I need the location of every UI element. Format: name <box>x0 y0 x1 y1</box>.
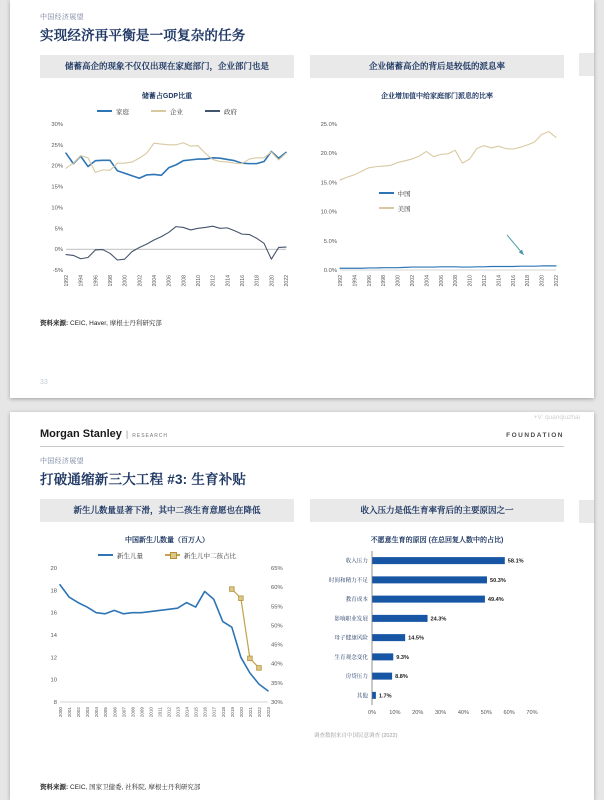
fertility-reasons-chart-panel <box>310 536 564 739</box>
page-edge-panel-sliver <box>579 500 594 523</box>
legend-swatch <box>379 192 394 194</box>
svg-text:35%: 35% <box>271 680 283 687</box>
svg-text:20: 20 <box>50 566 57 572</box>
slide2-source <box>40 782 200 791</box>
svg-text:2000: 2000 <box>395 275 402 287</box>
dividend-ratio-chart-title: 企业增加值中给家庭部门派息的比率 <box>381 93 493 100</box>
svg-text:1996: 1996 <box>366 275 373 287</box>
svg-text:70%: 70% <box>526 710 538 716</box>
svg-text:2013: 2013 <box>175 707 181 718</box>
svg-text:2000: 2000 <box>122 275 129 287</box>
source-text: CEIC, Haver, 摩根士丹利研究部 <box>68 320 162 327</box>
morgan-stanley-logo <box>40 428 168 440</box>
svg-text:2022: 2022 <box>554 275 560 287</box>
svg-text:1994: 1994 <box>352 275 359 287</box>
savings-gdp-chart-panel <box>40 92 294 299</box>
svg-text:2022: 2022 <box>284 275 290 287</box>
slide1-source <box>40 318 162 327</box>
svg-text:8.8%: 8.8% <box>395 674 408 681</box>
svg-text:2008: 2008 <box>453 275 460 287</box>
dividend-ratio-line-chart <box>310 118 564 299</box>
svg-text:2012: 2012 <box>210 275 217 287</box>
svg-text:时间和精力不足: 时间和精力不足 <box>328 577 368 584</box>
source-text: CEIC, 国家卫健委, 社科院, 摩根士丹利研究部 <box>68 784 201 791</box>
svg-text:58.1%: 58.1% <box>507 558 524 565</box>
svg-text:2000: 2000 <box>58 707 63 718</box>
svg-text:20%: 20% <box>412 710 424 716</box>
svg-text:2007: 2007 <box>121 707 127 718</box>
svg-text:2017: 2017 <box>211 707 217 718</box>
svg-text:5%: 5% <box>54 226 63 233</box>
svg-text:8: 8 <box>53 700 57 706</box>
newborns-chart-legend <box>40 550 294 560</box>
svg-text:65%: 65% <box>271 566 283 572</box>
svg-text:2023: 2023 <box>266 707 271 718</box>
dividend-ratio-chart-legend <box>379 189 411 213</box>
slide1-title: 实现经济再平衡是一项复杂的任务 <box>40 28 246 43</box>
dividend-ratio-chart-panel <box>310 92 564 299</box>
svg-text:2008: 2008 <box>181 275 188 287</box>
svg-text:20%: 20% <box>51 163 63 170</box>
svg-text:2011: 2011 <box>157 707 163 717</box>
svg-text:45%: 45% <box>271 642 283 649</box>
legend-label: 中国 <box>397 190 411 198</box>
svg-text:2019: 2019 <box>229 707 235 718</box>
svg-text:生育观念变化: 生育观念变化 <box>334 654 368 661</box>
svg-text:1.7%: 1.7% <box>378 693 392 700</box>
legend-item <box>379 204 411 213</box>
legend-swatch <box>379 207 394 209</box>
svg-text:收入压力: 收入压力 <box>345 558 368 565</box>
svg-text:2003: 2003 <box>85 707 91 718</box>
svg-text:2014: 2014 <box>496 275 503 287</box>
svg-text:教育成本: 教育成本 <box>345 597 368 604</box>
svg-text:房贷压力: 房贷压力 <box>345 674 368 681</box>
svg-text:2012: 2012 <box>166 707 172 718</box>
legend-item <box>205 107 237 116</box>
legend-swatch <box>98 554 113 556</box>
svg-text:2009: 2009 <box>139 707 145 718</box>
newborns-chart-panel <box>40 536 294 739</box>
svg-text:0%: 0% <box>367 710 377 716</box>
slide-fertility-subsidy <box>10 412 594 800</box>
legend-item <box>97 107 129 116</box>
svg-text:2020: 2020 <box>269 275 276 287</box>
svg-text:2018: 2018 <box>525 275 532 287</box>
brand-name: Morgan Stanley <box>40 428 122 440</box>
svg-text:14.5%: 14.5% <box>408 635 425 642</box>
svg-text:2020: 2020 <box>238 707 244 718</box>
svg-text:2006: 2006 <box>112 707 118 718</box>
newborns-chart-title: 中国新生儿数量（百万人） <box>125 537 209 544</box>
slide2-left-panel-header: 新生儿数量显著下滑，其中二孩生育意愿也在降低 <box>40 499 294 522</box>
legend-swatch <box>151 110 166 112</box>
svg-text:5.0%: 5.0% <box>323 238 337 245</box>
dividend-ratio-legend-spacer <box>310 106 564 116</box>
svg-text:2010: 2010 <box>467 275 474 287</box>
slide2-right-panel-header: 收入压力是低生育率背后的主要原因之一 <box>310 499 564 522</box>
svg-text:1992: 1992 <box>64 275 70 287</box>
slide2-eyebrow: 中国经济展望 <box>40 458 84 465</box>
svg-text:1996: 1996 <box>93 275 100 287</box>
legend-item <box>98 551 143 560</box>
svg-text:-5%: -5% <box>52 268 63 274</box>
svg-text:20.0%: 20.0% <box>320 151 337 158</box>
svg-text:2006: 2006 <box>166 275 173 287</box>
svg-text:15%: 15% <box>51 184 63 191</box>
source-label: 资料来源: <box>40 784 69 791</box>
legend-label: 企业 <box>170 108 183 116</box>
svg-text:25%: 25% <box>51 142 63 149</box>
svg-text:16: 16 <box>50 610 57 617</box>
svg-text:2021: 2021 <box>247 707 253 718</box>
svg-text:40%: 40% <box>271 661 283 668</box>
svg-text:母子健康风险: 母子健康风险 <box>334 635 368 642</box>
legend-label: 美国 <box>397 205 411 213</box>
slide-rebalancing <box>10 0 594 398</box>
fertility-reasons-chart-title: 不愿意生育的原因 (在总回复人数中的占比) <box>370 537 504 544</box>
svg-text:2008: 2008 <box>130 707 136 718</box>
svg-text:2014: 2014 <box>184 707 190 718</box>
svg-text:其他: 其他 <box>356 693 368 700</box>
svg-text:55%: 55% <box>271 604 283 611</box>
legend-label: 新生儿中二孩占比 <box>184 552 236 560</box>
slide1-panel-headers <box>40 55 564 78</box>
legend-item <box>151 107 183 116</box>
svg-text:30%: 30% <box>51 122 63 128</box>
svg-text:60%: 60% <box>271 585 283 592</box>
svg-text:50%: 50% <box>480 710 492 716</box>
slide1-eyebrow: 中国经济展望 <box>40 14 84 21</box>
bar-chart-note: 调查数据来自中国民意调查 (2022) <box>314 733 398 739</box>
savings-gdp-line-chart <box>40 118 294 299</box>
legend-item <box>379 189 411 198</box>
watermark-text: +V: quanqiuzhai <box>533 414 580 421</box>
slide1-right-panel-header: 企业储蓄高企的背后是较低的派息率 <box>310 55 564 78</box>
svg-text:2020: 2020 <box>539 275 546 287</box>
slide2-panel-headers <box>40 499 564 522</box>
svg-text:2018: 2018 <box>220 707 226 718</box>
legend-swatch <box>97 110 112 112</box>
svg-text:9.3%: 9.3% <box>396 654 410 661</box>
svg-text:2016: 2016 <box>510 275 517 287</box>
svg-text:影响职业发展: 影响职业发展 <box>334 616 368 623</box>
svg-text:1998: 1998 <box>381 275 388 287</box>
svg-text:10%: 10% <box>51 205 63 212</box>
svg-text:2002: 2002 <box>76 707 82 718</box>
svg-text:49.4%: 49.4% <box>487 597 504 604</box>
page-edge-panel-sliver <box>579 53 594 76</box>
svg-text:2004: 2004 <box>152 275 158 287</box>
svg-text:1994: 1994 <box>78 275 85 287</box>
source-label: 资料来源: <box>40 320 69 327</box>
svg-text:2012: 2012 <box>482 275 488 287</box>
svg-text:50.3%: 50.3% <box>489 577 506 584</box>
svg-text:2014: 2014 <box>225 275 232 287</box>
svg-text:2002: 2002 <box>137 275 144 287</box>
svg-text:2004: 2004 <box>94 707 100 718</box>
brand-divider: | <box>125 429 129 439</box>
legend-swatch <box>165 554 180 556</box>
svg-text:30%: 30% <box>434 710 447 716</box>
svg-text:10%: 10% <box>389 710 401 716</box>
svg-text:60%: 60% <box>503 710 515 716</box>
fertility-reasons-bar-chart <box>310 547 564 728</box>
svg-text:10: 10 <box>50 677 57 684</box>
legend-swatch <box>205 110 220 112</box>
legend-label: 新生儿量 <box>117 552 143 560</box>
svg-text:2016: 2016 <box>202 707 208 718</box>
savings-gdp-chart-legend <box>40 106 294 116</box>
svg-text:2001: 2001 <box>67 707 73 718</box>
brand-research-label: RESEARCH <box>132 433 169 439</box>
slide2-brand-header <box>40 428 564 447</box>
svg-text:2006: 2006 <box>438 275 445 287</box>
svg-text:0%: 0% <box>54 247 63 254</box>
svg-text:25.0%: 25.0% <box>320 122 337 128</box>
svg-text:2015: 2015 <box>193 707 199 718</box>
foundation-label: FOUNDATION <box>506 432 564 439</box>
svg-text:40%: 40% <box>457 710 470 716</box>
svg-text:2016: 2016 <box>240 275 246 287</box>
svg-text:2004: 2004 <box>424 275 431 287</box>
svg-text:50%: 50% <box>271 623 283 630</box>
svg-text:12: 12 <box>50 655 57 662</box>
svg-text:2005: 2005 <box>103 707 109 718</box>
svg-text:24.3%: 24.3% <box>430 616 447 623</box>
svg-text:2010: 2010 <box>196 275 202 287</box>
slide2-title: 打破通缩新三大工程 #3: 生育补贴 <box>40 472 247 487</box>
svg-text:2002: 2002 <box>410 275 416 287</box>
newborns-line-chart <box>40 562 294 735</box>
svg-text:2018: 2018 <box>254 275 261 287</box>
svg-text:18: 18 <box>50 588 57 595</box>
svg-text:30%: 30% <box>271 700 283 706</box>
slide1-left-panel-header: 储蓄高企的现象不仅仅出现在家庭部门，企业部门也是 <box>40 55 294 78</box>
savings-gdp-chart-title: 储蓄占GDP比重 <box>141 93 193 100</box>
svg-text:10.0%: 10.0% <box>320 209 337 216</box>
svg-text:0.0%: 0.0% <box>323 268 337 274</box>
svg-text:1998: 1998 <box>108 275 114 287</box>
page-number: 33 <box>40 379 48 386</box>
legend-label: 家庭 <box>116 108 129 116</box>
svg-text:14: 14 <box>50 633 57 639</box>
svg-text:2010: 2010 <box>148 707 154 718</box>
svg-text:15.0%: 15.0% <box>320 180 337 187</box>
legend-item <box>165 551 236 560</box>
svg-text:1992: 1992 <box>338 275 344 287</box>
legend-label: 政府 <box>224 108 237 116</box>
svg-text:2022: 2022 <box>256 707 262 718</box>
